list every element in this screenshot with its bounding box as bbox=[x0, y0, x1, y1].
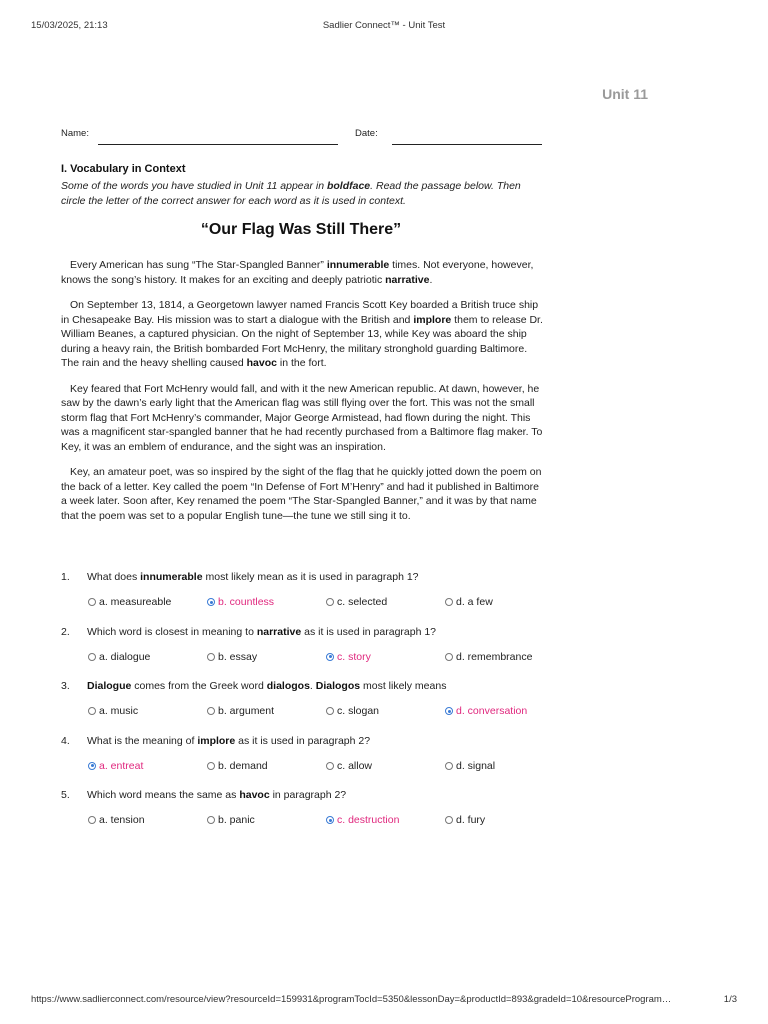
unit-label: Unit 11 bbox=[602, 86, 648, 102]
question-vocab-word: Dialogue bbox=[87, 680, 132, 692]
question-vocab-word: implore bbox=[197, 734, 236, 747]
radio-button[interactable] bbox=[88, 653, 96, 661]
radio-button[interactable] bbox=[207, 762, 215, 770]
questions-list bbox=[61, 571, 621, 844]
question-text-part: most likely means bbox=[360, 680, 447, 692]
option-label: d. signal bbox=[456, 759, 496, 772]
option-label: d. fury bbox=[456, 814, 486, 826]
option-label: c. allow bbox=[337, 759, 373, 772]
print-footer bbox=[31, 994, 737, 1006]
name-line bbox=[98, 144, 338, 145]
question-vocab-word: havoc bbox=[239, 789, 270, 801]
radio-button-selected[interactable] bbox=[445, 707, 453, 715]
option-label: a. dialogue bbox=[99, 650, 151, 663]
paragraph-text: On September 13, 1814, a Georgetown lawyer named Francis Scott Key boarded a British truce ship in Chesapeake Bay. His mission was to start a dialogue with the British and bbox=[61, 299, 539, 326]
vocab-word: implore bbox=[413, 313, 452, 326]
option-c[interactable] bbox=[326, 760, 372, 772]
question-vocab-word: Dialogos bbox=[315, 680, 361, 692]
radio-button[interactable] bbox=[88, 598, 96, 606]
radio-button-selected[interactable] bbox=[326, 653, 334, 661]
paragraph-1 bbox=[61, 258, 544, 287]
question-number: 2. bbox=[61, 625, 70, 638]
section-title: I. Vocabulary in Context bbox=[61, 163, 186, 175]
question-text bbox=[61, 626, 436, 638]
option-a[interactable] bbox=[88, 651, 150, 663]
question-number: 1. bbox=[61, 571, 70, 583]
option-label: b. argument bbox=[218, 705, 275, 717]
question-text-part: most likely mean as it is used in paragraph 1? bbox=[202, 571, 419, 583]
option-c[interactable] bbox=[326, 705, 379, 717]
radio-button[interactable] bbox=[207, 816, 215, 824]
question-vocab-word: narrative bbox=[256, 625, 302, 638]
question-text-part: as it is used in paragraph 1? bbox=[301, 625, 437, 638]
radio-button[interactable] bbox=[326, 707, 334, 715]
vocabulary-section bbox=[61, 163, 541, 208]
date-label: Date: bbox=[355, 128, 378, 139]
option-a[interactable] bbox=[88, 596, 171, 608]
option-b[interactable] bbox=[207, 760, 268, 772]
print-datetime: 15/03/2025, 21:13 bbox=[31, 20, 108, 31]
instructions-bold: boldface bbox=[326, 180, 371, 192]
option-d[interactable] bbox=[445, 596, 493, 608]
option-label: c. destruction bbox=[337, 814, 400, 826]
passage bbox=[61, 258, 544, 534]
paragraph-2 bbox=[61, 298, 544, 371]
vocab-word: havoc bbox=[246, 357, 277, 369]
option-c[interactable] bbox=[326, 596, 387, 608]
radio-button[interactable] bbox=[207, 653, 215, 661]
option-d[interactable] bbox=[445, 760, 495, 772]
date-line bbox=[392, 144, 542, 145]
radio-button[interactable] bbox=[445, 816, 453, 824]
option-label: d. a few bbox=[456, 596, 493, 608]
print-header bbox=[31, 20, 737, 32]
option-label: b. demand bbox=[218, 759, 268, 772]
option-a[interactable] bbox=[88, 705, 138, 717]
paragraph-text: times. Not everyone, however, knows the song’s history. It makes for an exciting and deeply patriotic bbox=[61, 259, 534, 286]
option-label: c. selected bbox=[337, 596, 388, 608]
option-label: a. tension bbox=[99, 814, 145, 826]
question-text bbox=[61, 789, 346, 801]
section-instructions bbox=[61, 179, 541, 208]
option-label: b. panic bbox=[218, 814, 255, 826]
radio-button[interactable] bbox=[445, 598, 453, 606]
question-1 bbox=[61, 571, 621, 626]
option-label: d. conversation bbox=[456, 705, 528, 717]
question-text-part: . bbox=[309, 680, 316, 692]
radio-button[interactable] bbox=[445, 653, 453, 661]
option-label: c. slogan bbox=[337, 705, 380, 717]
passage-title: “Our Flag Was Still There” bbox=[200, 221, 402, 238]
option-b[interactable] bbox=[207, 651, 257, 663]
question-text-part: as it is used in paragraph 2? bbox=[235, 734, 371, 747]
option-label: b. countless bbox=[218, 596, 275, 608]
radio-button[interactable] bbox=[326, 762, 334, 770]
question-3 bbox=[61, 680, 621, 735]
question-text-part: What does bbox=[87, 571, 141, 583]
option-label: c. story bbox=[337, 650, 371, 663]
vocab-word: narrative bbox=[385, 273, 430, 286]
vocab-word: innumerable bbox=[326, 259, 390, 271]
option-label: d. remembrance bbox=[456, 650, 533, 663]
question-text bbox=[61, 735, 370, 747]
question-4 bbox=[61, 735, 621, 790]
option-b[interactable] bbox=[207, 596, 274, 608]
question-number: 3. bbox=[61, 680, 70, 692]
question-text-part: in paragraph 2? bbox=[269, 789, 347, 801]
page-number: 1/3 bbox=[723, 994, 737, 1005]
option-d[interactable] bbox=[445, 651, 532, 663]
instructions-text: . Read the passage below. Then circle the letter of the correct answer for each word as it is used in context. bbox=[61, 180, 521, 207]
instructions-text: Some of the words you have studied in Unit 11 appear in bbox=[61, 180, 327, 192]
radio-button[interactable] bbox=[88, 816, 96, 824]
option-d[interactable] bbox=[445, 705, 527, 717]
question-vocab-word: innumerable bbox=[140, 571, 203, 583]
option-label: a. music bbox=[99, 705, 139, 717]
question-text-part: comes from the Greek word bbox=[131, 680, 267, 692]
option-c[interactable] bbox=[326, 814, 399, 826]
paragraph-text: . bbox=[429, 273, 433, 286]
radio-button[interactable] bbox=[88, 707, 96, 715]
name-label: Name: bbox=[61, 128, 89, 139]
question-text bbox=[61, 680, 446, 692]
option-b[interactable] bbox=[207, 814, 255, 826]
page-url: https://www.sadlierconnect.com/resource/view?resourceId=159931&programTocId=5350&lessonDay=&productId=893&gradeId=10&resourceProgram… bbox=[31, 994, 672, 1005]
option-label: b. essay bbox=[218, 650, 258, 663]
paragraph-text: them to release Dr. William Beanes, a captured physician. On the night of September 13, while Key was aboard the ship during a heavy rain, the British bombarded Fort McHenry, the military stronghold guarding Baltimore. The rain and the heavy shelling caused bbox=[61, 313, 543, 369]
question-2 bbox=[61, 626, 621, 681]
question-text-part: Which word means the same as bbox=[87, 789, 240, 801]
question-text-part: Which word is closest in meaning to bbox=[87, 625, 257, 638]
paragraph-text: in the fort. bbox=[276, 357, 327, 369]
option-b[interactable] bbox=[207, 705, 274, 717]
radio-button[interactable] bbox=[445, 762, 453, 770]
option-d[interactable] bbox=[445, 814, 485, 826]
option-a[interactable] bbox=[88, 814, 145, 826]
paragraph-3: Key feared that Fort McHenry would fall, and with it the new American republic. At dawn, however, he saw by the dawn’s early light that the American flag was still flying over the fort. This was not the small storm flag that Fort McHenry’s commander, Major George Armistead, had flown during the night. This was a magnificent star-spangled banner that he had recently purchased from a Baltimore flag maker. To Key, it was an emblem of endurance, and the sight was an inspiration. bbox=[61, 382, 543, 453]
question-vocab-word: dialogos bbox=[266, 680, 310, 692]
question-number: 5. bbox=[61, 789, 70, 801]
radio-button-selected[interactable] bbox=[326, 816, 334, 824]
option-c[interactable] bbox=[326, 651, 371, 663]
paragraph-4: Key, an amateur poet, was so inspired by the sight of the flag that he quickly jotted down the poem on the back of a letter. Key called the poem “In Defense of Fort M’Henry” and had it published in Baltimore a week later. Soon after, Key renamed the poem “The Star-Spangled Banner,” and it was by that name that the poem was set to a popular English tune—the tune we still sing it to. bbox=[61, 466, 542, 522]
option-a[interactable] bbox=[88, 760, 143, 772]
option-label: a. entreat bbox=[99, 759, 144, 772]
print-page-title: Sadlier Connect™ - Unit Test bbox=[322, 20, 446, 31]
radio-button-selected[interactable] bbox=[88, 762, 96, 770]
question-5 bbox=[61, 789, 621, 844]
radio-button[interactable] bbox=[326, 598, 334, 606]
radio-button-selected[interactable] bbox=[207, 598, 215, 606]
question-number: 4. bbox=[61, 734, 70, 747]
radio-button[interactable] bbox=[207, 707, 215, 715]
question-text bbox=[61, 571, 419, 583]
question-text-part: What is the meaning of bbox=[87, 734, 198, 747]
option-label: a. measureable bbox=[99, 596, 172, 608]
paragraph-text: Every American has sung “The Star-Spangled Banner” bbox=[70, 259, 327, 271]
